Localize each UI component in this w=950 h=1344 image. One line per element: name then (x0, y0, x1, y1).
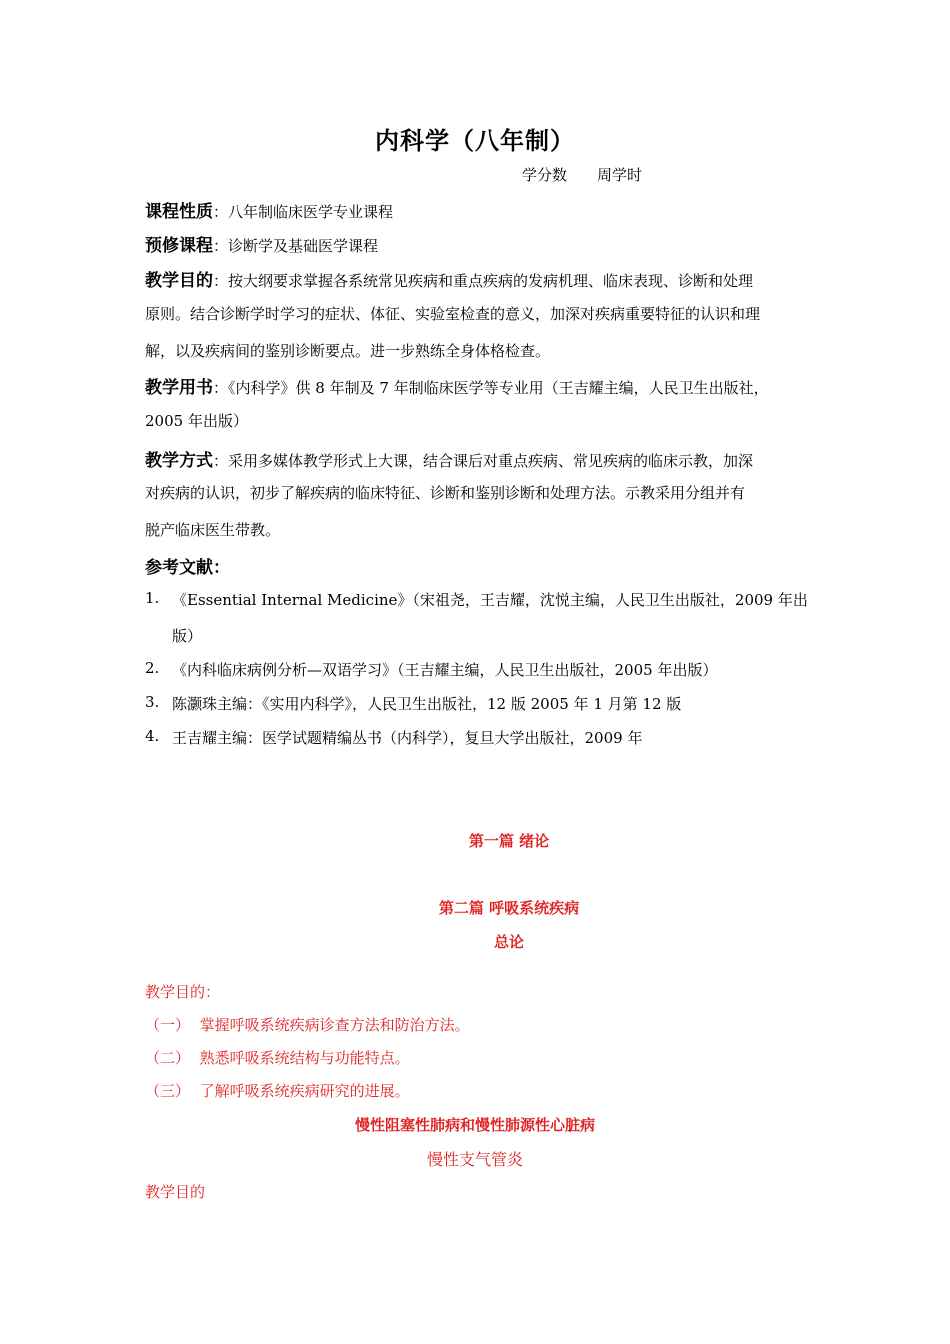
objective-line-1 (145, 266, 753, 291)
prerequisite-value: 诊断学及基础医学课程 (228, 237, 379, 255)
reference-1-line-2: 版） (172, 627, 203, 645)
goal-1-number: （一） (145, 1016, 191, 1034)
objective-label: 教学目的 (145, 271, 213, 291)
part-1-heading: 第一篇 绪论 (468, 832, 550, 850)
reference-3-line-1: 陈灏珠主编：《实用内科学》，人民卫生出版社，12 版 2005 年 1 月第 12 版 (172, 695, 682, 713)
objective-line-2: 原则。结合诊断学时学习的症状、体征、实验室检查的意义，加深对疾病重要特征的认识和理 (145, 305, 761, 323)
bronchitis-heading: 慢性支气管炎 (426, 1150, 523, 1169)
textbook-label: 教学用书 (145, 378, 213, 398)
reference-4-line-1: 王吉耀主编：医学试题精编丛书（内科学），复旦大学出版社，2009 年 (172, 729, 643, 747)
objective-line-3: 解，以及疾病间的鉴别诊断要点。进一步熟练全身体格检查。 (145, 342, 551, 360)
textbook-line-2: 2005 年出版） (145, 412, 248, 430)
goal-1-text: 掌握呼吸系统疾病诊查方法和防治方法。 (199, 1016, 470, 1034)
course-nature (145, 197, 393, 222)
method-line-2: 对疾病的认识，初步了解疾病的临床特征、诊断和鉴别诊断和处理方法。示教采用分组并有 (145, 484, 746, 502)
goal-3-text: 了解呼吸系统疾病研究的进展。 (199, 1082, 410, 1100)
teaching-goal-label: 教学目的： (145, 983, 221, 1001)
textbook-line-1 (145, 373, 769, 398)
reference-2-number: 2. (145, 659, 160, 677)
credit-label: 学分数 (522, 166, 568, 184)
prerequisite-label: 预修课程 (145, 236, 213, 256)
copd-heading: 慢性阻塞性肺病和慢性肺源性心脏病 (354, 1116, 595, 1134)
general-heading: 总论 (493, 933, 524, 951)
objective-text-1: ：按大纲要求掌握各系统常见疾病和重点疾病的发病机理、临床表现、诊断和处理 (213, 272, 754, 290)
references-label: 参考文献： (145, 558, 230, 578)
part-2-heading: 第二篇 呼吸系统疾病 (438, 899, 580, 917)
method-line-3: 脱产临床医生带教。 (145, 521, 281, 539)
page-title: 内科学（八年制） (375, 126, 575, 155)
reference-2-line-1: 《内科临床病例分析—双语学习》（王吉耀主编，人民卫生出版社，2005 年出版） (172, 661, 718, 679)
goal-1 (145, 1014, 470, 1035)
goal-2 (145, 1047, 410, 1068)
method-text-1: ：采用多媒体教学形式上大课，结合课后对重点疾病、常见疾病的临床示教，加深 (213, 452, 754, 470)
course-nature-value: 八年制临床医学专业课程 (228, 203, 394, 221)
goal-3-number: （三） (145, 1082, 191, 1100)
course-nature-sep: ： (213, 203, 229, 221)
textbook-text-1: ：《内科学》供 8 年制及 7 年制临床医学等专业用（王吉耀主编，人民卫生出版社， (213, 379, 769, 397)
goal-2-number: （二） (145, 1049, 191, 1067)
reference-4-number: 4. (145, 727, 160, 745)
references-heading (145, 553, 230, 578)
course-nature-label: 课程性质 (145, 202, 213, 222)
method-label: 教学方式 (145, 451, 213, 471)
hours-label: 周学时 (597, 166, 643, 184)
prerequisite (145, 231, 378, 256)
reference-1-line-1: 《Essential Internal Medicine》（宋祖尧，王吉耀，沈悦主编，人民卫生出版社，2009 年出 (172, 591, 808, 609)
reference-3-number: 3. (145, 693, 160, 711)
credit-hours-line (522, 164, 672, 185)
reference-1-number: 1. (145, 589, 160, 607)
goal-3 (145, 1080, 410, 1101)
prerequisite-sep: ： (213, 237, 229, 255)
teaching-goal-label-2: 教学目的 (145, 1183, 206, 1201)
method-line-1 (145, 446, 753, 471)
goal-2-text: 熟悉呼吸系统结构与功能特点。 (199, 1049, 410, 1067)
